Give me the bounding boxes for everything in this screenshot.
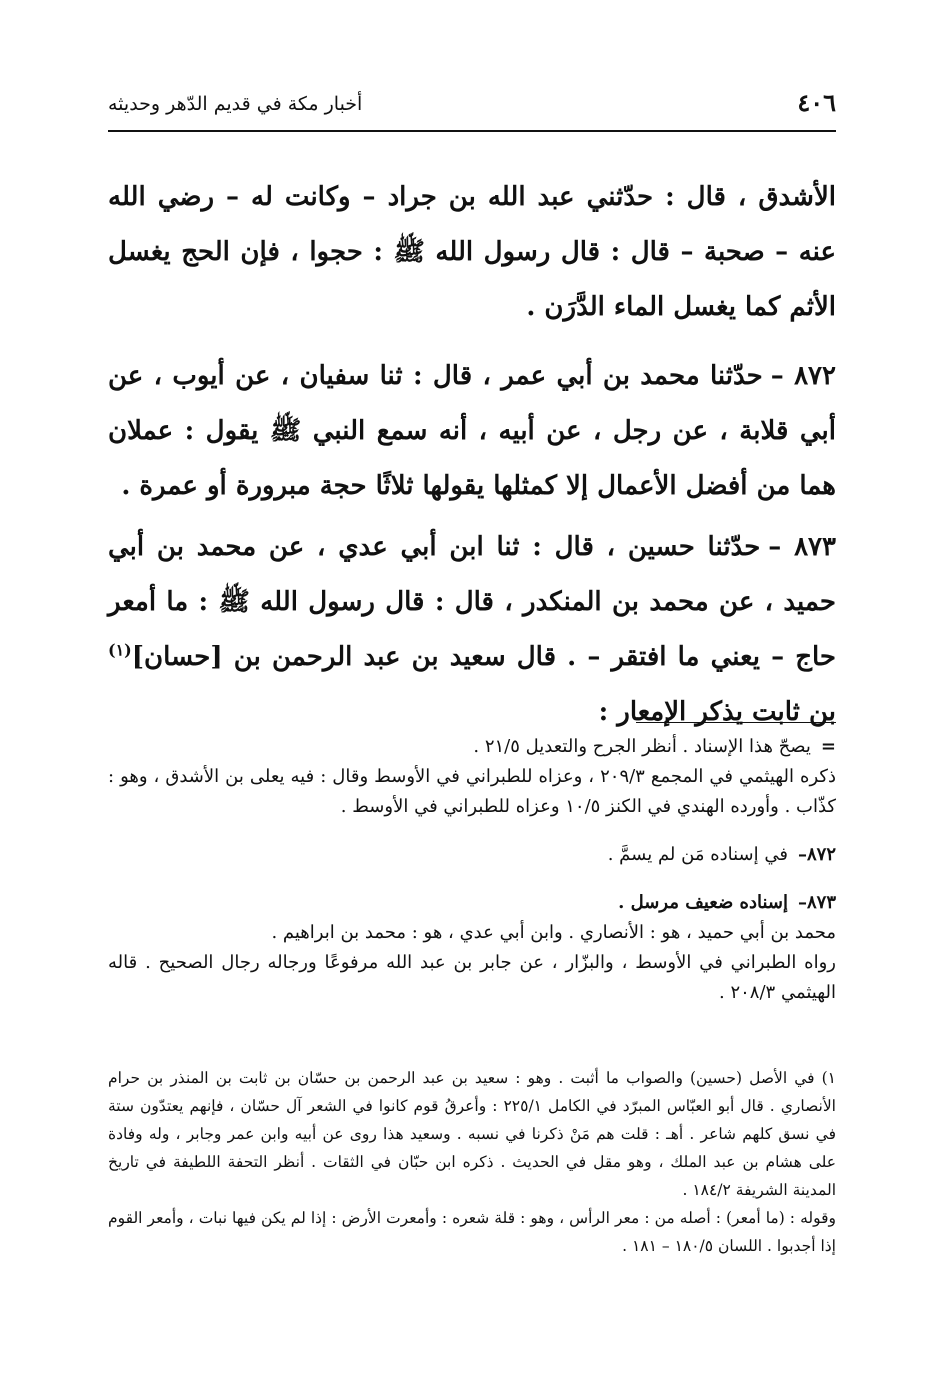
- note-continued-line-1: يصحّ هذا الإسناد . أنظر الجرح والتعديل ٢١/٥ .: [473, 736, 811, 757]
- footnote-reference: (١): [108, 640, 132, 660]
- note-873: [108, 888, 836, 1008]
- note-label-873: ٨٧٣–: [797, 892, 836, 913]
- note-continued: [108, 732, 836, 822]
- note-text-872: في إسناده مَن لم يسمَّ .: [607, 844, 788, 865]
- hadith-873: [108, 520, 836, 740]
- hadith-text-872: حدّثنا محمد بن أبي عمر ، قال : ثنا سفيان ، عن أيوب ، عن أبي قلابة ، عن رجل ، عن أبيه ، أنه سمع النبي ﷺ يقول : عملان هما من أفضل الأعمال إلا كمثلها يقولها ثلاثًا حجة مبرورة أو عمرة .: [108, 361, 836, 501]
- note-873-line-3: رواه الطبراني في الأوسط ، والبزّار ، عن جابر بن عبد الله مرفوعًا ورجاله رجال الصحيح . قاله الهيثمي ٢٠٨/٣ .: [108, 952, 836, 1003]
- footnote-rule: [636, 722, 836, 723]
- hadith-872: [108, 349, 836, 514]
- commentary-notes: [108, 732, 836, 1018]
- header-rule: [108, 130, 836, 132]
- hadith-number-872: ٨٧٢ –: [770, 361, 836, 391]
- note-continued-line-2: ذكره الهيثمي في المجمع ٢٠٩/٣ ، وعزاه للطبراني في الأوسط وقال : فيه يعلى بن الأشدق ، وهو : كذّاب . وأورده الهندي في الكنز ١٠/٥ وعزاه للطبراني في الأوسط .: [108, 766, 836, 817]
- footnote-1-continued: وقوله : (ما أمعر) : أصله من : معر الرأس ، وهو : قلة شعره : وأمعرت الأرض : إذا لم يكن فيها نبات ، وأمعر القوم إذا أجدبوا . اللسان ١٨٠/٥ – ١٨١ .: [108, 1209, 836, 1255]
- hadith-number-873: ٨٧٣ –: [768, 532, 836, 562]
- page-header: [108, 88, 836, 124]
- running-title: أخبار مكة في قديم الدّهر وحديثه: [108, 93, 363, 115]
- hadith-text-873-b: بن ثابت يذكر الإمعار :: [598, 697, 836, 727]
- note-873-line-2: محمد بن أبي حميد ، هو : الأنصاري . وابن أبي عدي ، هو : محمد بن ابراهيم .: [271, 922, 836, 943]
- hadith-text-873-a: حدّثنا حسين ، قال : ثنا ابن أبي عدي ، عن محمد بن أبي حميد ، عن محمد بن المنكدر ، قال : قال رسول الله ﷺ : ما أمعر حاج – يعني ما افتقر – . قال سعيد بن عبد الرحمن بن [حسان]: [108, 532, 836, 672]
- paragraph-continuation: الأشدق ، قال : حدّثني عبد الله بن جراد – وكانت له – رضي الله عنه – صحبة – قال : قال رسول الله ﷺ : حجوا ، فإن الحج يغسل الأثم كما يغسل الماء الدَّرَن .: [108, 182, 836, 322]
- continuation-mark: =: [820, 736, 836, 757]
- note-label-872: ٨٧٢–: [797, 844, 836, 865]
- main-text: [108, 170, 836, 746]
- footnotes: [108, 1064, 836, 1260]
- note-872: [108, 840, 836, 870]
- footnote-1: ١) في الأصل (حسين) والصواب ما أثبت . وهو : سعيد بن عبد الرحمن بن حسّان بن ثابت بن المنذر بن حرام الأنصاري . قال أبو العبّاس المبرّد في الكامل ٢٢٥/١ : وأعرقُ قوم كانوا في الشعر آل حسّان ، فإنهم يعتدّون ستة في نسق كلهم شاعر . أهـ : قلت هم مَنْ ذكرنا في نسبه . وسعيد هذا روى عن أبيه وابن عمر وجابر ، وله وفادة على هشام بن عبد الملك ، وهو مقل في الحديث . ذكره ابن حبّان في الثقات . أنظر التحفة اللطيفة في تاريخ المدينة الشريفة ١٨٤/٢ .: [108, 1069, 836, 1199]
- page-number: ٤٠٦: [797, 88, 836, 117]
- note-text-873: إسناده ضعيف مرسل .: [618, 892, 788, 913]
